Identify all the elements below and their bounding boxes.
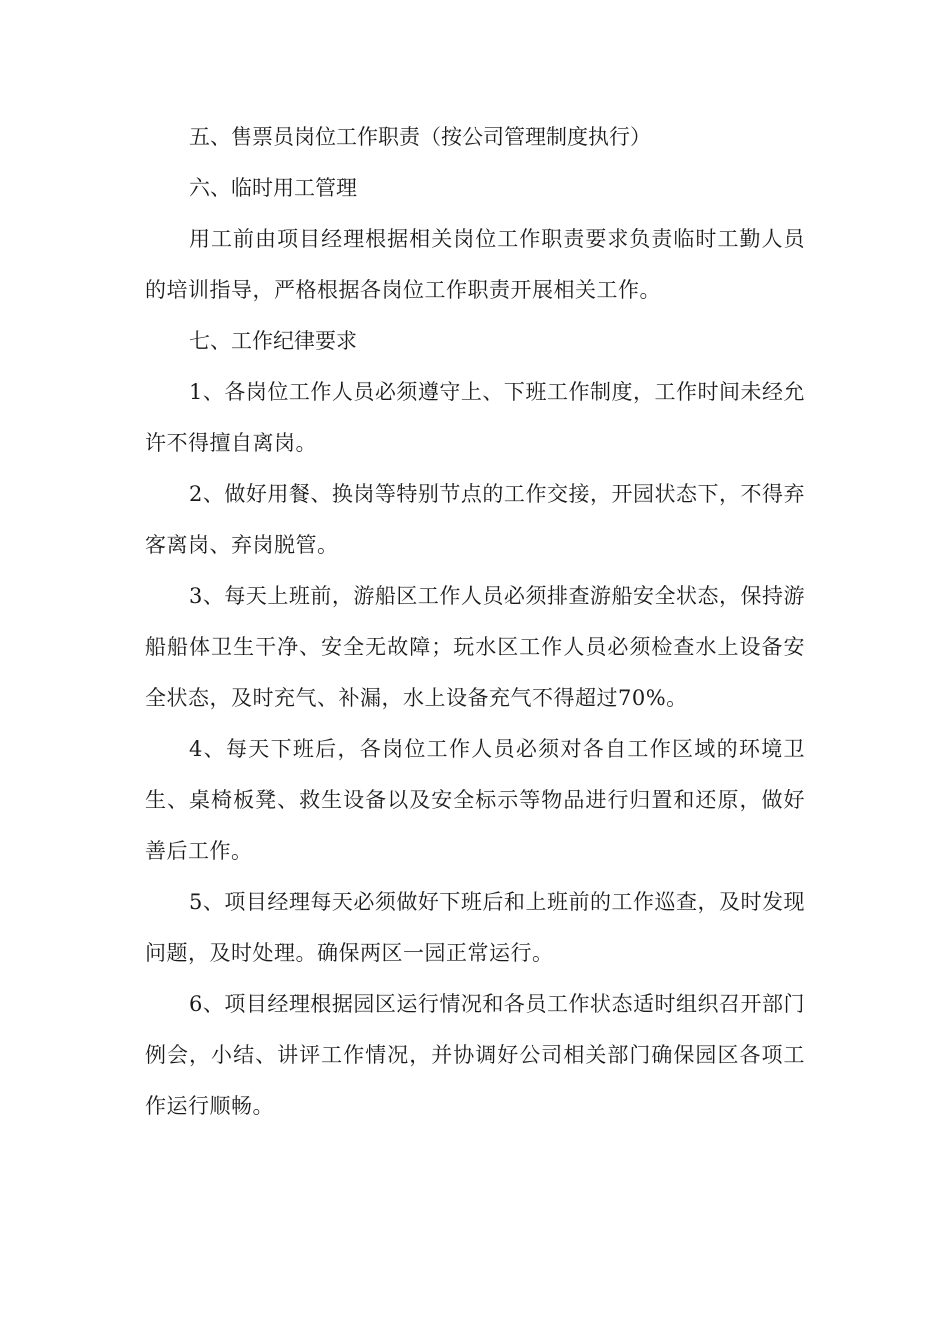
section-heading-ticket-seller: 五、售票员岗位工作职责（按公司管理制度执行） [189,125,651,149]
paragraph-rule-3: 3、每天上班前，游船区工作人员必须排查游船安全状态，保持游船船体卫生干净、安全无故障；玩水区工作人员必须检查水上设备安全状态，及时充气、补漏，水上设备充气不得超过70%。 [145,584,805,710]
paragraph-rule-6: 6、项目经理根据园区运行情况和各员工作状态适时组织召开部门例会，小结、讲评工作情况，并协调好公司相关部门确保园区各项工作运行顺畅。 [145,992,805,1118]
section-heading-temp-labor: 六、临时用工管理 [189,176,357,200]
paragraph-rule-1: 1、各岗位工作人员必须遵守上、下班工作制度，工作时间未经允许不得擅自离岗。 [145,380,805,455]
document-page [145,112,805,1132]
paragraph-rule-2: 2、做好用餐、换岗等特别节点的工作交接，开园状态下，不得弃客离岗、弃岗脱管。 [145,482,805,557]
paragraph-rule-4: 4、每天下班后，各岗位工作人员必须对各自工作区域的环境卫生、桌椅板凳、救生设备以及安全标示等物品进行归置和还原，做好善后工作。 [145,737,805,863]
paragraph-temp-labor: 用工前由项目经理根据相关岗位工作职责要求负责临时工勤人员的培训指导，严格根据各岗位工作职责开展相关工作。 [145,227,805,302]
section-heading-discipline: 七、工作纪律要求 [189,329,357,353]
paragraph-rule-5: 5、项目经理每天必须做好下班后和上班前的工作巡查，及时发现问题，及时处理。确保两区一园正常运行。 [145,890,805,965]
